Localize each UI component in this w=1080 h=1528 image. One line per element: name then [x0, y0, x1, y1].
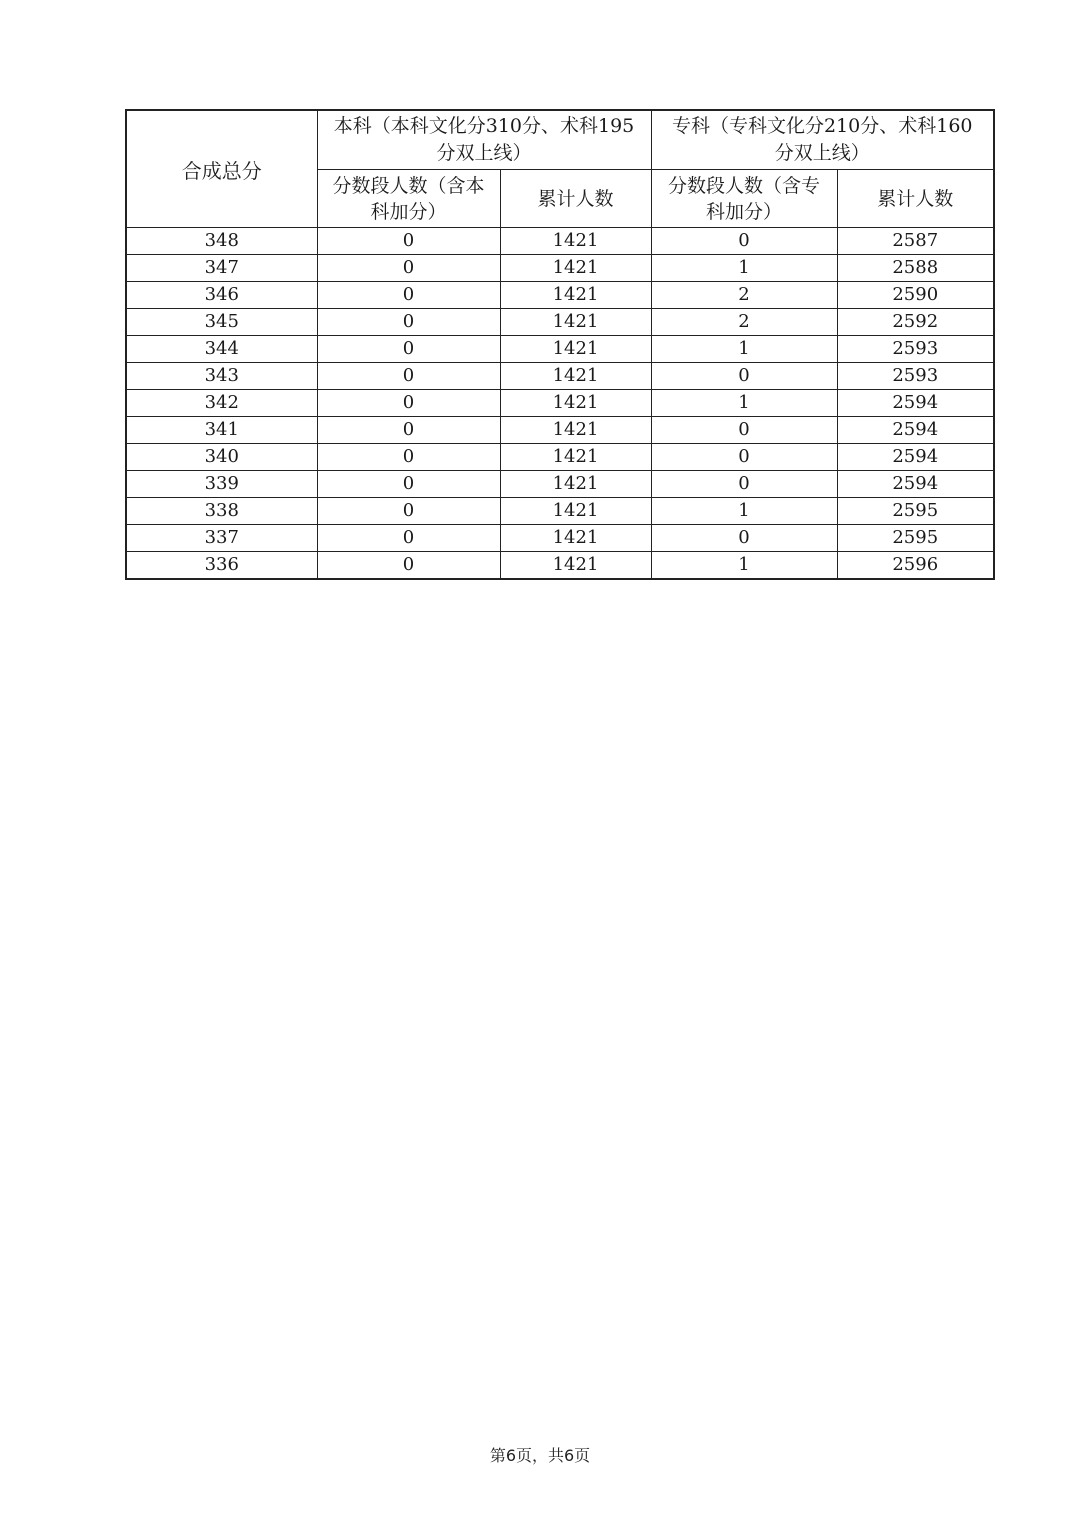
- cell-benke-segment: 0: [317, 228, 500, 255]
- cell-benke-cumulative: 1421: [500, 363, 651, 390]
- table-row: [126, 552, 994, 580]
- cell-zhuanke-cumulative: 2590: [837, 282, 994, 309]
- cell-benke-cumulative: 1421: [500, 417, 651, 444]
- cell-zhuanke-cumulative: 2593: [837, 336, 994, 363]
- cell-zhuanke-cumulative: 2594: [837, 417, 994, 444]
- cell-benke-cumulative: 1421: [500, 228, 651, 255]
- cell-score: 336: [126, 552, 317, 580]
- cell-score: 348: [126, 228, 317, 255]
- cell-benke-segment: 0: [317, 552, 500, 580]
- cell-zhuanke-cumulative: 2594: [837, 390, 994, 417]
- cell-zhuanke-segment: 2: [651, 282, 837, 309]
- cell-zhuanke-cumulative: 2595: [837, 498, 994, 525]
- cell-score: 343: [126, 363, 317, 390]
- table-body: [126, 228, 994, 580]
- table-row: [126, 444, 994, 471]
- header-zhuanke-segment-line1: 分数段人数（含专: [667, 174, 820, 197]
- cell-benke-segment: 0: [317, 390, 500, 417]
- cell-score: 338: [126, 498, 317, 525]
- cell-zhuanke-segment: 1: [651, 552, 837, 580]
- cell-score: 339: [126, 471, 317, 498]
- cell-benke-segment: 0: [317, 255, 500, 282]
- table-row: [126, 417, 994, 444]
- cell-benke-segment: 0: [317, 309, 500, 336]
- header-benke-segment: [317, 170, 500, 228]
- cell-zhuanke-cumulative: 2594: [837, 444, 994, 471]
- cell-score: 346: [126, 282, 317, 309]
- table-row: [126, 498, 994, 525]
- cell-zhuanke-segment: 0: [651, 444, 837, 471]
- cell-benke-segment: 0: [317, 471, 500, 498]
- header-benke-cumulative: 累计人数: [500, 170, 651, 228]
- header-zhuanke-segment: [651, 170, 837, 228]
- cell-benke-cumulative: 1421: [500, 309, 651, 336]
- cell-benke-cumulative: 1421: [500, 336, 651, 363]
- cell-benke-cumulative: 1421: [500, 552, 651, 580]
- table-row: [126, 390, 994, 417]
- table-row: [126, 309, 994, 336]
- cell-benke-segment: 0: [317, 444, 500, 471]
- table-row: [126, 255, 994, 282]
- cell-zhuanke-cumulative: 2595: [837, 525, 994, 552]
- cell-benke-cumulative: 1421: [500, 525, 651, 552]
- header-zhuanke-group-line2: 分双上线）: [774, 142, 870, 164]
- cell-benke-segment: 0: [317, 498, 500, 525]
- cell-score: 347: [126, 255, 317, 282]
- header-benke-group: [317, 110, 651, 170]
- cell-benke-cumulative: 1421: [500, 471, 651, 498]
- header-benke-group-line2: 分双上线）: [436, 142, 532, 164]
- header-benke-segment-line2: 科加分）: [370, 200, 447, 223]
- cell-benke-cumulative: 1421: [500, 255, 651, 282]
- header-row-groups: [126, 110, 994, 170]
- cell-zhuanke-segment: 0: [651, 228, 837, 255]
- cell-zhuanke-cumulative: 2593: [837, 363, 994, 390]
- cell-benke-segment: 0: [317, 336, 500, 363]
- cell-zhuanke-segment: 0: [651, 525, 837, 552]
- cell-zhuanke-cumulative: 2587: [837, 228, 994, 255]
- cell-zhuanke-segment: 1: [651, 498, 837, 525]
- cell-zhuanke-cumulative: 2596: [837, 552, 994, 580]
- cell-score: 340: [126, 444, 317, 471]
- cell-benke-segment: 0: [317, 363, 500, 390]
- cell-zhuanke-segment: 2: [651, 309, 837, 336]
- table-row: [126, 336, 994, 363]
- cell-benke-cumulative: 1421: [500, 498, 651, 525]
- header-zhuanke-group: [651, 110, 994, 170]
- cell-benke-cumulative: 1421: [500, 444, 651, 471]
- page-footer-indicator: 第6页，共6页: [489, 1446, 591, 1465]
- cell-score: 344: [126, 336, 317, 363]
- table-row: [126, 282, 994, 309]
- header-zhuanke-segment-line2: 科加分）: [705, 200, 782, 223]
- table-row: [126, 363, 994, 390]
- table-header: [126, 110, 994, 228]
- cell-benke-segment: 0: [317, 282, 500, 309]
- cell-zhuanke-segment: 1: [651, 336, 837, 363]
- score-distribution-table: [125, 109, 995, 580]
- cell-benke-cumulative: 1421: [500, 390, 651, 417]
- cell-zhuanke-cumulative: 2592: [837, 309, 994, 336]
- cell-zhuanke-segment: 1: [651, 390, 837, 417]
- cell-zhuanke-segment: 0: [651, 417, 837, 444]
- cell-score: 341: [126, 417, 317, 444]
- table-row: [126, 228, 994, 255]
- cell-score: 337: [126, 525, 317, 552]
- cell-benke-cumulative: 1421: [500, 282, 651, 309]
- cell-benke-segment: 0: [317, 417, 500, 444]
- cell-zhuanke-cumulative: 2594: [837, 471, 994, 498]
- table-row: [126, 525, 994, 552]
- cell-zhuanke-segment: 0: [651, 471, 837, 498]
- cell-benke-segment: 0: [317, 525, 500, 552]
- cell-zhuanke-segment: 0: [651, 363, 837, 390]
- header-zhuanke-group-line1: 专科（专科文化分210分、术科160: [671, 115, 973, 137]
- header-benke-group-line1: 本科（本科文化分310分、术科195: [333, 115, 635, 137]
- cell-score: 345: [126, 309, 317, 336]
- header-zhuanke-cumulative: 累计人数: [837, 170, 994, 228]
- cell-score: 342: [126, 390, 317, 417]
- cell-zhuanke-cumulative: 2588: [837, 255, 994, 282]
- header-total-score: 合成总分: [126, 110, 317, 228]
- header-benke-segment-line1: 分数段人数（含本: [332, 174, 485, 197]
- cell-zhuanke-segment: 1: [651, 255, 837, 282]
- table-row: [126, 471, 994, 498]
